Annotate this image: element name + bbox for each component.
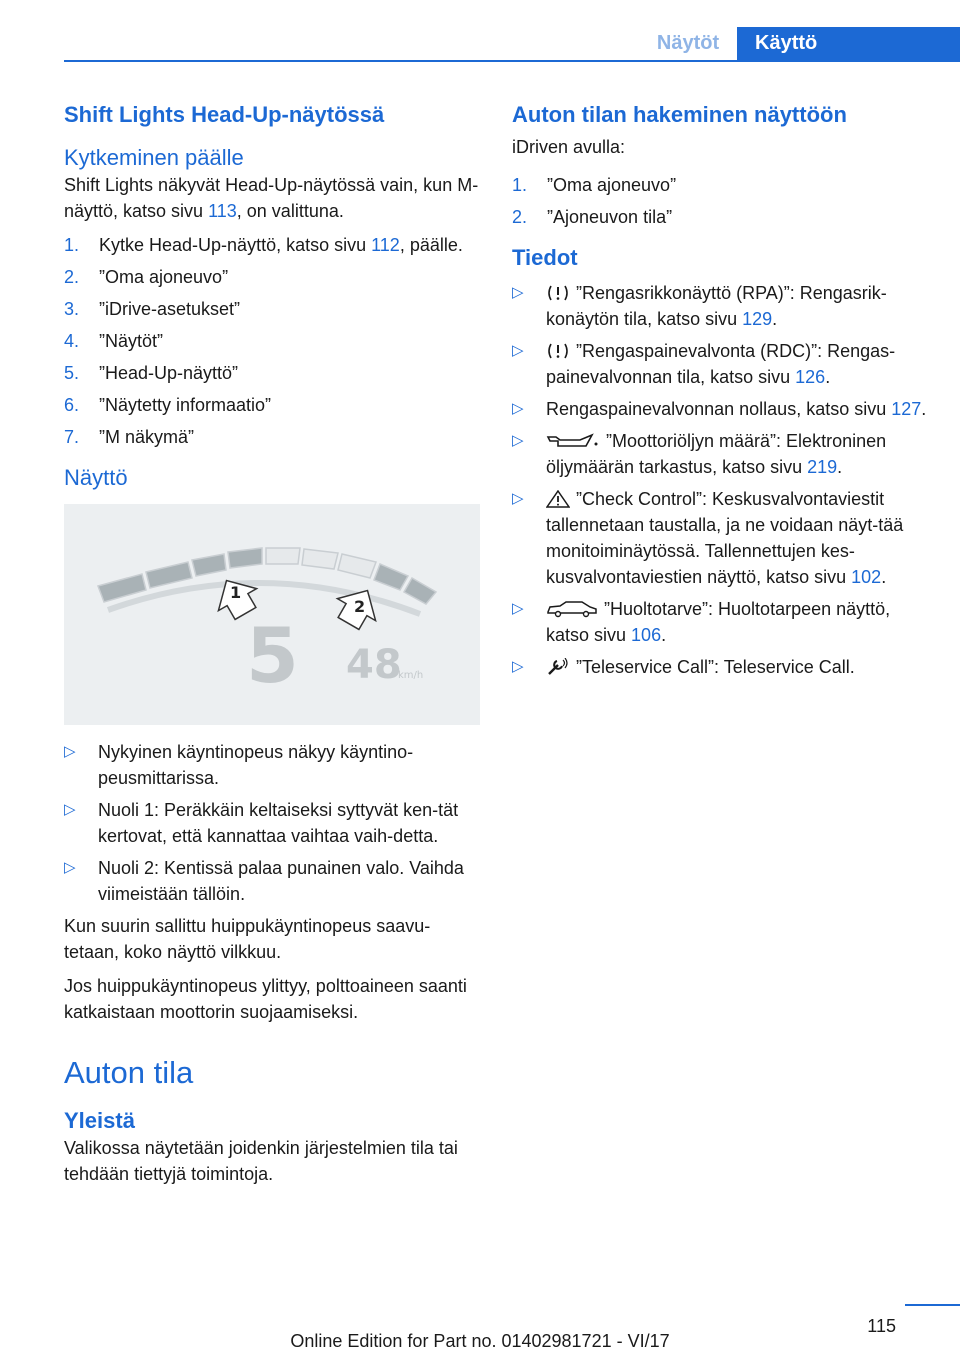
triangle-bullet-icon: ▷: [512, 342, 524, 359]
shift-light-segment: [302, 549, 338, 569]
list-item: ▷ ”Teleservice Call”: Teleservice Call.: [512, 654, 932, 680]
list-item: 1. Kytke Head-Up-näyttö, katso sivu 112, päälle.: [64, 235, 463, 255]
tire-warning-icon: [546, 284, 570, 302]
wrench-signal-icon: [546, 658, 570, 676]
page-link[interactable]: 127: [891, 399, 922, 419]
list-item: ▷ ”Rengaspainevalvonta (RDC)”: Rengas-painevalvonnan tila, katso sivu 126.: [512, 338, 932, 390]
triangle-bullet-icon: ▷: [512, 658, 524, 675]
tab-kaytto[interactable]: Käyttö: [737, 27, 960, 62]
section-title-shift-lights: Shift Lights Head-Up-näytössä: [64, 102, 385, 127]
car-service-icon: [546, 600, 598, 618]
oil-can-icon: [546, 432, 600, 450]
info-list: [512, 280, 932, 680]
paragraph: Kun suurin sallittu huippukäyntinopeus saavu-tetaan, koko näyttö vilkkuu.: [64, 916, 431, 962]
edition-note: Online Edition for Part no. 01402981721 - VI/17: [290, 1331, 670, 1351]
page-link[interactable]: 102: [851, 567, 882, 587]
list-item: ▷ Nykyinen käyntinopeus näkyy käyntino-peusmittarissa.: [64, 739, 480, 791]
list-item: ▷ ”Huoltotarve”: Huoltotarpeen näyttö, katso sivu 106.: [512, 596, 932, 648]
list-item: ▷ ”Moottoriöljyn määrä”: Elektroninen öljymäärän tarkastus, katso sivu 219.: [512, 428, 932, 480]
arrow-2-label: 2: [354, 597, 366, 616]
list-item: 6. ”Näytetty informaatio”: [64, 395, 272, 415]
page-link[interactable]: 129: [742, 309, 773, 329]
shift-light-segment: [146, 562, 192, 588]
page-number: 115: [867, 1316, 896, 1336]
triangle-bullet-icon: ▷: [512, 284, 524, 301]
gear-indicator: 5: [246, 611, 299, 700]
switch-on-steps: [64, 232, 480, 450]
list-item: ▷ ”Check Control”: Keskusvalvontaviestit tallennetaan taustalla, ja ne voidaan näyt-tää monitoiminäytössä. Tallennettujen kes-kusvalvontaviestien näyttö, katso sivu 102.: [512, 486, 932, 590]
shift-light-segment: [228, 548, 262, 568]
footer-rule: [905, 1304, 960, 1306]
tab-naytot[interactable]: Näytöt: [656, 32, 720, 54]
speed-unit: km/h: [398, 670, 424, 681]
subheading-display: Näyttö: [64, 465, 128, 490]
page-link[interactable]: 106: [631, 625, 662, 645]
left-column: [64, 100, 480, 1195]
list-item: 1. ”Oma ajoneuvo”: [512, 175, 677, 195]
speed-readout: 48: [346, 642, 402, 688]
page-link[interactable]: 219: [807, 457, 838, 477]
subheading-general: Yleistä: [64, 1108, 135, 1133]
list-item: 2. ”Ajoneuvon tila”: [512, 207, 673, 227]
paragraph: Jos huippukäyntinopeus ylittyy, polttoaineen saanti katkaistaan moottorin suojaamiseksi.: [64, 976, 467, 1022]
section-title-car-status: Auton tila: [64, 1055, 194, 1090]
list-item: 5. ”Head-Up-näyttö”: [64, 363, 239, 383]
page-link[interactable]: 112: [371, 235, 400, 255]
section-title-status-query: Auton tilan hakeminen näyttöön: [512, 102, 847, 127]
shift-lights-illustration: [64, 504, 480, 725]
shift-lights-figure: [64, 504, 480, 725]
header-rule: [64, 60, 960, 62]
list-item: 7. ”M näkymä”: [64, 427, 195, 447]
page-link[interactable]: 126: [795, 367, 826, 387]
switch-on-intro: Shift Lights näkyvät Head-Up-näytössä vain, kun M-näyttö, katso sivu 113, on valittuna.: [64, 175, 479, 221]
triangle-bullet-icon: ▷: [512, 490, 524, 507]
list-item: ▷ Rengaspainevalvonnan nollaus, katso sivu 127.: [512, 396, 932, 422]
paragraph: Valikossa näytetään joidenkin järjestelmien tila tai tehdään tiettyjä toimintoja.: [64, 1138, 458, 1184]
display-bullets: [64, 739, 480, 907]
tire-warning-icon: [546, 342, 570, 360]
page-link[interactable]: 113: [208, 201, 237, 221]
shift-light-segment: [374, 564, 408, 590]
list-item: ▷ Nuoli 1: Peräkkäin keltaiseksi syttyvät ken-tät kertovat, että kannattaa vaihtaa vaih-detta.: [64, 797, 480, 849]
triangle-bullet-icon: ▷: [64, 859, 76, 876]
subheading-switch-on: Kytkeminen päälle: [64, 145, 244, 170]
list-item: 2. ”Oma ajoneuvo”: [64, 267, 229, 287]
shift-light-segment: [404, 578, 436, 604]
triangle-bullet-icon: ▷: [512, 400, 524, 417]
subheading-info: Tiedot: [512, 245, 578, 270]
triangle-bullet-icon: ▷: [512, 600, 524, 617]
arrow-1-label: 1: [230, 583, 242, 602]
right-column: [512, 100, 932, 686]
shift-light-segment: [192, 554, 226, 576]
list-item: 3. ”iDrive-asetukset”: [64, 299, 241, 319]
status-steps: [512, 172, 932, 230]
list-item: ▷ Nuoli 2: Kentissä palaa punainen valo. Vaihda viimeistään tällöin.: [64, 855, 480, 907]
paragraph: iDriven avulla:: [512, 137, 626, 157]
triangle-bullet-icon: ▷: [64, 801, 76, 818]
triangle-bullet-icon: ▷: [64, 743, 76, 760]
shift-light-segment: [338, 554, 376, 578]
list-item: 4. ”Näytöt”: [64, 331, 164, 351]
list-item: ▷ ”Rengasrikkonäyttö (RPA)”: Rengasrik-konäytön tila, katso sivu 129.: [512, 280, 932, 332]
shift-light-segment: [266, 548, 300, 564]
warning-triangle-icon: [546, 490, 570, 508]
triangle-bullet-icon: ▷: [512, 432, 524, 449]
